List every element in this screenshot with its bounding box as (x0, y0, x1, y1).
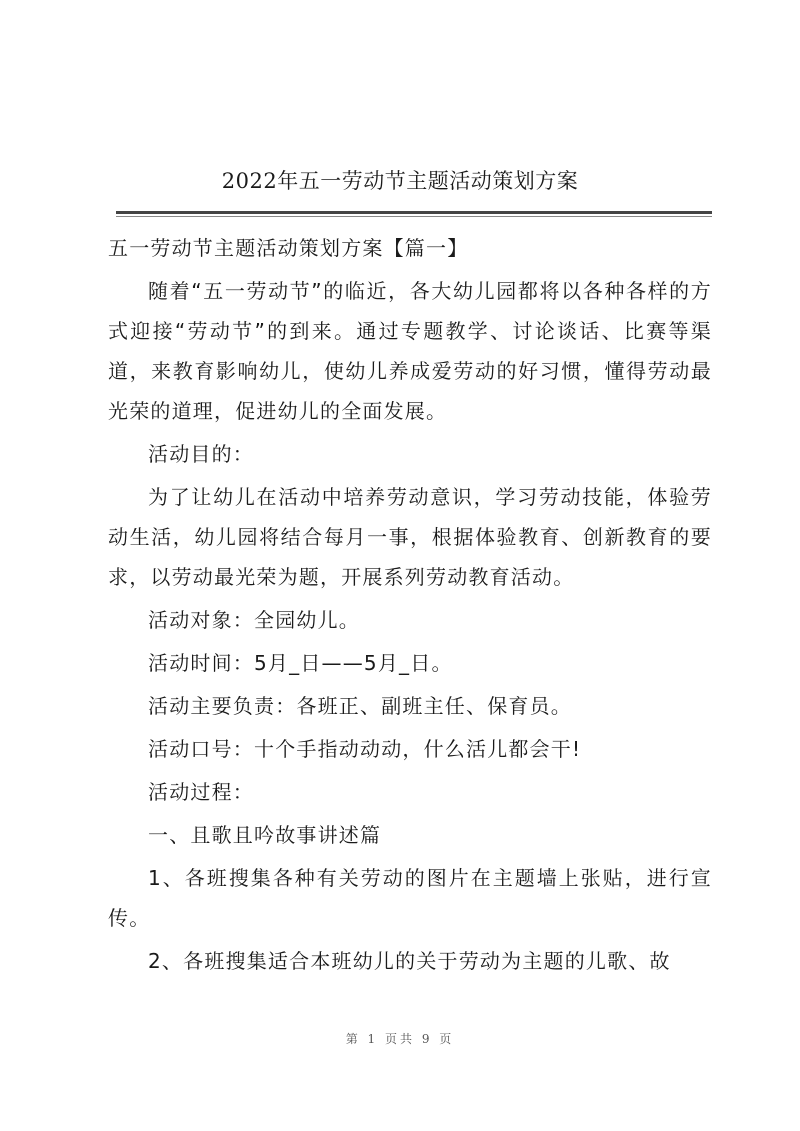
title-divider-thin (116, 216, 712, 217)
paragraph: 活动主要负责：各班正、副班主任、保育员。 (148, 694, 572, 718)
paragraph: 活动口号：十个手指动动动，什么活儿都会干! (148, 737, 582, 761)
page-number: 第 1 页共 9 页 (345, 1032, 455, 1046)
paragraph: 1、各班搜集各种有关劳动的图片在主题墙上张贴，进行宣传。 (108, 866, 712, 930)
paragraph: 活动过程： (148, 780, 254, 804)
paragraph: 随着“五一劳动节”的临近，各大幼儿园都将以各种各样的方式迎接“劳动节”的到来。通过专题教学、讨论谈话、比赛等渠道，来教育影响幼儿，使幼儿养成爱劳动的好习惯，懂得劳动最光荣的道理，促进幼儿的全面发展。 (108, 279, 712, 423)
paragraph: 2、各班搜集适合本班幼儿的关于劳动为主题的儿歌、故 (148, 949, 671, 973)
paragraph: 为了让幼儿在活动中培养劳动意识，学习劳动技能，体验劳动生活，幼儿园将结合每月一事，根据体验教育、创新教育的要求，以劳动最光荣为题，开展系列劳动教育活动。 (108, 485, 712, 589)
title-divider (116, 211, 712, 214)
paragraph: 活动时间：5月_日——5月_日。 (148, 651, 453, 675)
paragraph: 一、且歌且吟故事讲述篇 (148, 823, 382, 847)
paragraph: 活动目的： (148, 442, 254, 466)
page-title: 2022年五一劳动节主题活动策划方案 (221, 169, 579, 193)
document-body (108, 228, 712, 984)
paragraph: 活动对象：全园幼儿。 (148, 608, 360, 632)
section-heading: 五一劳动节主题活动策划方案【篇一】 (108, 236, 469, 260)
